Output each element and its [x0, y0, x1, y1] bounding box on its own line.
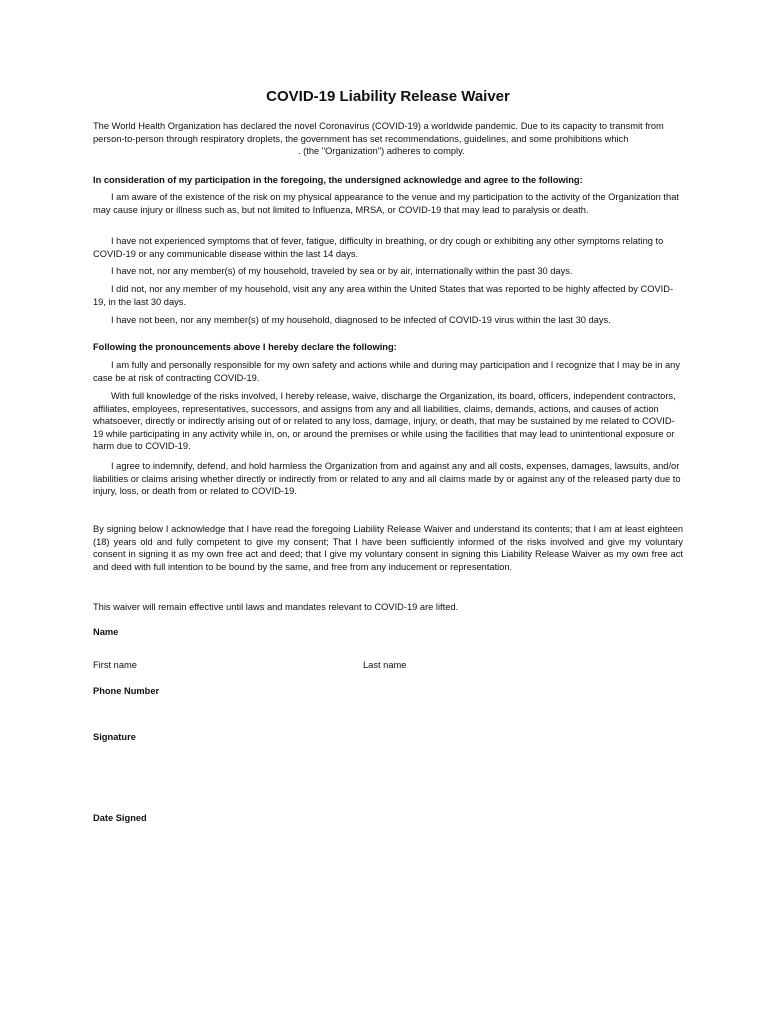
first-name-label: First name [93, 660, 137, 670]
section2-heading: Following the pronouncements above I hereby declare the following: [93, 342, 397, 352]
acknowledgement-paragraph: By signing below I acknowledge that I have read the foregoing Liability Release Waiver and understand its contents; that I am at least eighteen (18) years old and fully competent to give my consent; That I have been sufficiently informed of the risks involved and give my voluntary consent in signing it as my own free act and deed; that I give my voluntary consent in signing this Liability Release Waiver as my own free act and deed with full intention to be bound by the same, and free from any inducement or representation. [93, 524, 683, 572]
acknowledgement-item: I have not experienced symptoms that of fever, fatigue, difficulty in breathing, or dry cough or exhibiting any other symptoms relating to COVID-19 or any communicable disease within the last 14 days. [93, 236, 664, 259]
declaration-item: I agree to indemnify, defend, and hold harmless the Organization from and against any and all costs, expenses, damages, lawsuits, and/or liabilities or claims arising whether directly or indirectly from or related to any and all claims made by or against any of the released party due to injury, loss, or death from or related to COVID-19. [93, 461, 681, 497]
intro-text-end: . (the "Organization") adheres to comply. [298, 146, 465, 157]
last-name-label: Last name [363, 660, 407, 670]
acknowledgement-item: I did not, nor any member of my household, visit any any area within the United States that was reported to be highly affected by COVID-19, in the last 30 days. [93, 284, 674, 307]
acknowledgement-item: I have not, nor any member(s) of my household, traveled by sea or by air, internationally within the past 30 days. [111, 266, 573, 276]
declaration-item: I am fully and personally responsible for my own safety and actions while and during may participation and I recognize that I may be in any case be at risk of contracting COVID-19. [93, 360, 680, 383]
acknowledgement-item: I have not been, nor any member(s) of my household, diagnosed to be infected of COVID-19 virus within the last 30 days. [111, 315, 611, 325]
section1-heading: In consideration of my participation in the foregoing, the undersigned acknowledge and agree to the following: [93, 175, 583, 185]
intro-paragraph [93, 120, 683, 158]
declaration-item: With full knowledge of the risks involved, I hereby release, waive, discharge the Organization, its board, officers, independent contractors, affiliates, employees, representatives, successors, and assigns from any and all liabilities, claims, demands, actions, and causes of action whatsoever, directly or indirectly arising out of or related to any loss, damage, injury, or death, that may be sustained by me related to COVID-19 while participating in any activity while in, on, or around the premises or while using the facilities that may lead to unintentional exposure or harm due to COVID-19. [93, 391, 676, 452]
intro-text: The World Health Organization has declared the novel Coronavirus (COVID-19) a worldwide pandemic. Due to its capacity to transmit from person-to-person through respiratory droplets, the government has set recommendations, guidelines, and some prohibitions which [93, 121, 664, 144]
date-signed-label: Date Signed [93, 813, 147, 823]
name-label: Name [93, 627, 119, 637]
phone-number-label: Phone Number [93, 686, 160, 696]
effective-notice: This waiver will remain effective until laws and mandates relevant to COVID-19 are lifted. [93, 602, 459, 612]
signature-label: Signature [93, 732, 136, 742]
page-title: COVID-19 Liability Release Waiver [266, 88, 510, 105]
acknowledgement-item: I am aware of the existence of the risk on my physical appearance to the venue and my participation to the activity of the Organization that may cause injury or illness such as, but not limited to Influenza, MRSA, or COVID-19 that may lead to paralysis or death. [93, 192, 679, 215]
